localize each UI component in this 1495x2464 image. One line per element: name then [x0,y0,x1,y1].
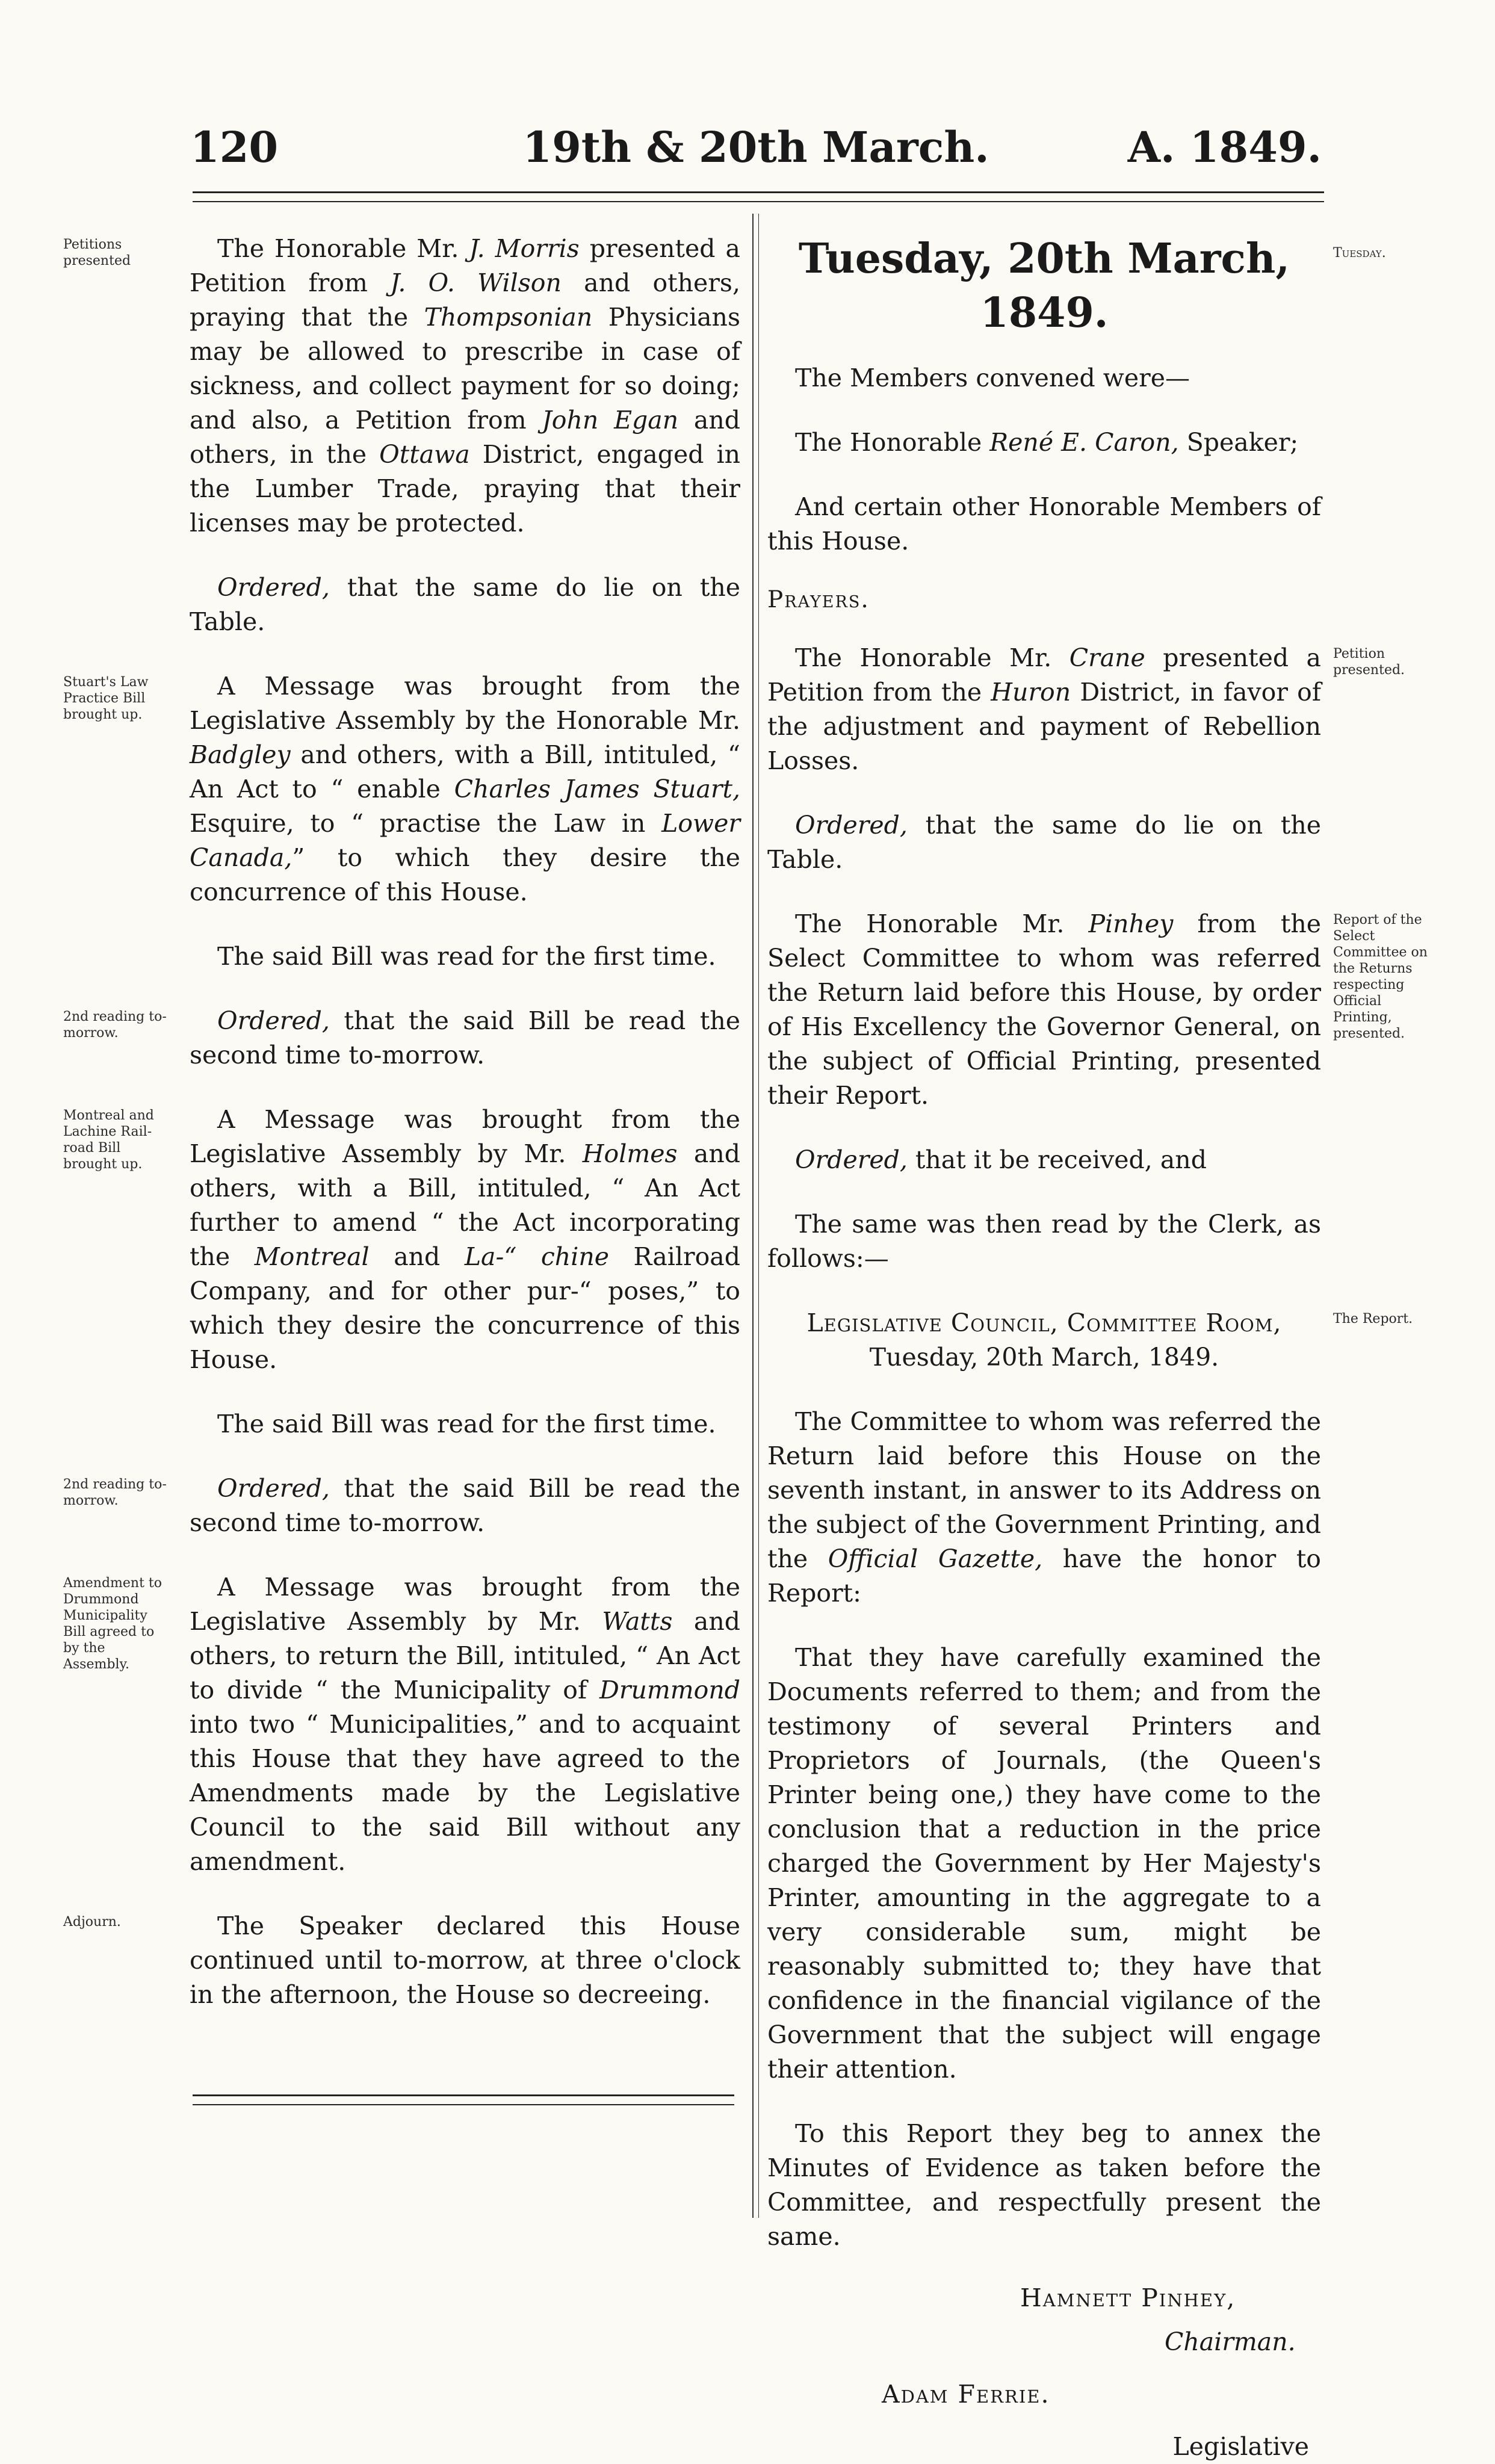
paragraph-other-members: And certain other Honorable Members of this House. [767,492,1321,556]
margin-note: Adjourn. [63,1915,121,1930]
header-rule-double [193,201,1324,202]
margin-note: Report of the Select Committee on the Returns respecting Official Printing, presented. [1333,912,1428,1041]
paragraph-members-convened: The Members convened were— [795,364,1190,392]
paragraph-committee: The Committee to whom was referred the Return laid before this House on the seventh instant, in answer to its Address on the subject of the Government Printing, and the Official Gazette, have the honor to Report: [767,1407,1321,1608]
paragraph-read-by-clerk: The same was then read by the Clerk, as follows:— [767,1210,1321,1273]
margin-note: Montreal and Lachine Rail-road Bill brought up. [63,1108,154,1172]
paragraph-first-reading: The said Bill was read for the first time. [217,942,716,971]
margin-note: The Report. [1333,1311,1413,1326]
paragraph-speaker: The Honorable René E. Caron, Speaker; [795,428,1299,457]
paragraph-stuart-bill: Stuart's Law Practice Bill brought up. A Message was brought from the Legislative Assembly by the Honorable Mr. Badgley and others, with a Bill, intituled, “ An Act to “ enable Charles James Stuart, Esquire, to “ practise the Law in Lower Canada,” to which they desire the concurrence of this House. [63,672,740,906]
margin-note: Amendment to Drummond Municipality Bill agreed to by the Assembly. [63,1576,162,1672]
margin-note: Petition presented. [1333,646,1405,678]
margin-note: 2nd reading to-morrow. [63,1477,167,1508]
paragraph-examined: That they have carefully examined the Documents referred to them; and from the testimony of several Printers and Proprietors of Journals, (the Queen's Printer being one,) they have come to the conclusion that a reduction in the price charged the Government by Her Majesty's Printer, amounting in the aggregate to a very considerable sum, might be reasonably submitted to; they have that confidence in the financial vigilance of the Government that the subject will engage their attention. [767,1643,1321,2084]
paragraph-ordered-received: Ordered, that it be received, and [795,1145,1207,1174]
paragraph-railroad-bill: Montreal and Lachine Rail-road Bill brought up. A Message was brought from the Legislative Assembly by Mr. Holmes and others, with a Bill, intituled, “ An Act further to amend “ the Act incorporating the Montreal and La-“ chine Railroad Company, and for other pur-“ poses,” to which they desire the concurrence of this House. [63,1105,740,1374]
page-title: 19th & 20th March. [522,122,989,172]
catchword: Legislative [1172,2432,1309,2461]
margin-note: Petitions presented [63,237,131,268]
paragraph-ordered-table-2: Ordered, that the same do lie on the Table. [767,811,1321,874]
margin-note: 2nd reading to-morrow. [63,1009,167,1041]
end-rule [193,2094,734,2096]
margin-note: Stuart's Law Practice Bill brought up. [63,675,149,722]
margin-note: Tuesday. [1333,246,1386,261]
paragraph-drummond-bill: Amendment to Drummond Municipality Bill agreed to by the Assembly. A Message was brought from the Legislative Assembly by Mr. Watts and others, to return the Bill, intituled, “ An Act to divide “ the Municipality of Drummond into two “ Municipalities,” and to acquaint this House that they have agreed to the Amendments made by the Legislative Council to the said Bill without any amendment. [63,1573,740,1876]
signature-chairman-name: Hamnett Pinhey, [1020,2283,1236,2312]
signature-chairman-title: Chairman. [1165,2327,1296,2356]
paragraph-crane-petition: Petition presented. The Honorable Mr. Crane presented a Petition from the Huron District, in favor of the adjustment and payment of Rebellion Losses. [767,641,1321,778]
paragraph-adjourn: Adjourn. The Speaker declared this House continued until to-morrow, at three o'clock in the afternoon, the House so decreeing. [63,1911,740,2009]
header-rule [193,191,1324,193]
paragraph-annex: To this Report they beg to annex the Minutes of Evidence as taken before the Committee, and respectfully present the same. [767,2119,1321,2251]
paragraph-second-reading: 2nd reading to-morrow. Ordered, that the said Bill be read the second time to-morrow. [63,1006,740,1069]
paragraph-petitions: Petitions presented The Honorable Mr. J. Morris presented a Petition from J. O. Wilson and others, praying that the Thompsonian Physicians may be allowed to prescribe in case of sickness, and collect payment for so doing; and also, a Petition from John Egan and others, in the Ottawa District, engaged in the Lumber Trade, praying that their licenses may be protected. [63,234,741,537]
prayers-heading: Prayers. [767,586,870,613]
end-rule-double [193,2104,734,2105]
column-divider [752,214,754,2218]
page-header [190,120,1322,175]
page-year: A. 1849. [1127,122,1322,172]
right-column [767,232,1428,2464]
paragraph-first-reading-2: The said Bill was read for the first time. [217,1410,716,1438]
left-column [63,232,741,2042]
page-number: 120 [190,122,279,172]
report-heading: The Report. Legislative Council, Committee Room, Tuesday, 20th March, 1849. [767,1306,1321,1375]
paragraph-pinhey-report: Report of the Select Committee on the Returns respecting Official Printing, presented. The Honorable Mr. Pinhey from the Select Committee to whom was referred the Return laid before this House, by order of His Excellency the Governor General, on the subject of Official Printing, presented their Report. [767,907,1321,1113]
signature-second-name: Adam Ferrie. [882,2380,1050,2409]
paragraph-ordered-table: Ordered, that the same do lie on the Table. [190,573,740,636]
column-divider-double [758,214,759,2218]
day-heading: Tuesday, 20th March, 1849. Tuesday. [767,232,1321,340]
paragraph-second-reading-2: 2nd reading to-morrow. Ordered, that the said Bill be read the second time to-morrow. [63,1474,740,1537]
